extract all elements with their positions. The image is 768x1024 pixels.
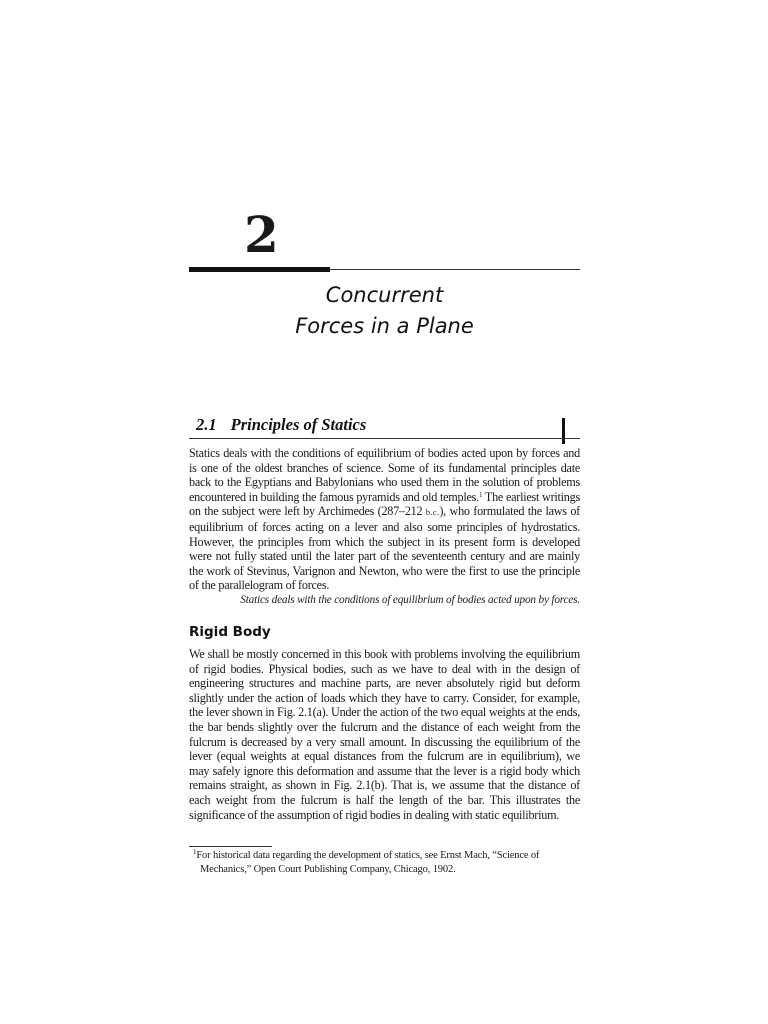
section-heading [196,414,366,436]
paragraph-rigid-body: We shall be mostly concerned in this book with problems involving the equilibrium of rigid bodies. Physical bodies, such as we have to deal with in the design of engineering structures and machine parts, are never absolutely rigid but deform slightly under the action of loads which they have to carry. Consider, for example, the lever shown in Fig. 2.1(a). Under the action of the two equal weights at the ends, the bar bends slightly over the fulcrum and the distance of each weight from the fulcrum is decreased by a very small amount. In discussing the equilibrium of the lever (equal weights at equal distances from the fulcrum are in equilibrium), we may safely ignore this deformation and assume that the lever is a rigid body which remains straight, as shown in Fig. 2.1(b). That is, we assume that the distance of each weight from the fulcrum is half the length of the bar. This illustrates the significance of the assumption of rigid bodies in dealing with static equilibrium. [189,647,580,822]
paragraph1-part2: The earliest writings on the subject were left by Archimedes (287–212 [189,489,580,519]
paragraph1-part3: ), who formulated the laws of equilibrium of forces acting on a lever and also some principles of hydrostatics. However, the principles from which the subject in its present form is developed were not fully stated until the later part of the seventeenth century and are mainly the work of Stevinus, Varignon and Newton, who were the first to use the principle of the parallelogram of forces. [189,504,580,593]
footnote-text-line1: For historical data regarding the development of statics, see Ernst Mach, “Science of [196,850,540,861]
paragraph-statics [189,446,580,593]
chapter-rule-thick [189,267,330,272]
era-abbreviation: b.c. [425,507,440,518]
footnote-reference: 1 [478,490,483,499]
chapter-title [189,280,580,342]
section-number: 2.1 [196,415,217,434]
footnote-line1 [193,849,580,863]
footnote [193,849,580,876]
chapter-title-line1: Concurrent [325,283,444,307]
section-rule [189,438,580,439]
footnote-line2: Mechanics,” Open Court Publishing Company, Chicago, 1902. [200,863,456,875]
footnote-marker: 1 [193,848,197,856]
section-marker-bar [562,418,565,444]
section-title: Principles of Statics [230,415,367,434]
pull-quote: Statics deals with the conditions of equilibrium of bodies acted upon by forces. [240,594,580,606]
chapter-rule-thin [330,269,580,270]
chapter-title-line2: Forces in a Plane [295,314,474,338]
footnote-rule [189,846,272,847]
paragraph1-part1: Statics deals with the conditions of equilibrium of bodies acted upon by forces and is one of the oldest branches of science. Some of its fundamental principles date back to the Egyptians and Babylonians who used them in the solution of problems encountered in building the famous pyramids and old temples. [189,446,580,504]
chapter-number: 2 [244,205,279,264]
subsection-heading: Rigid Body [189,624,271,640]
